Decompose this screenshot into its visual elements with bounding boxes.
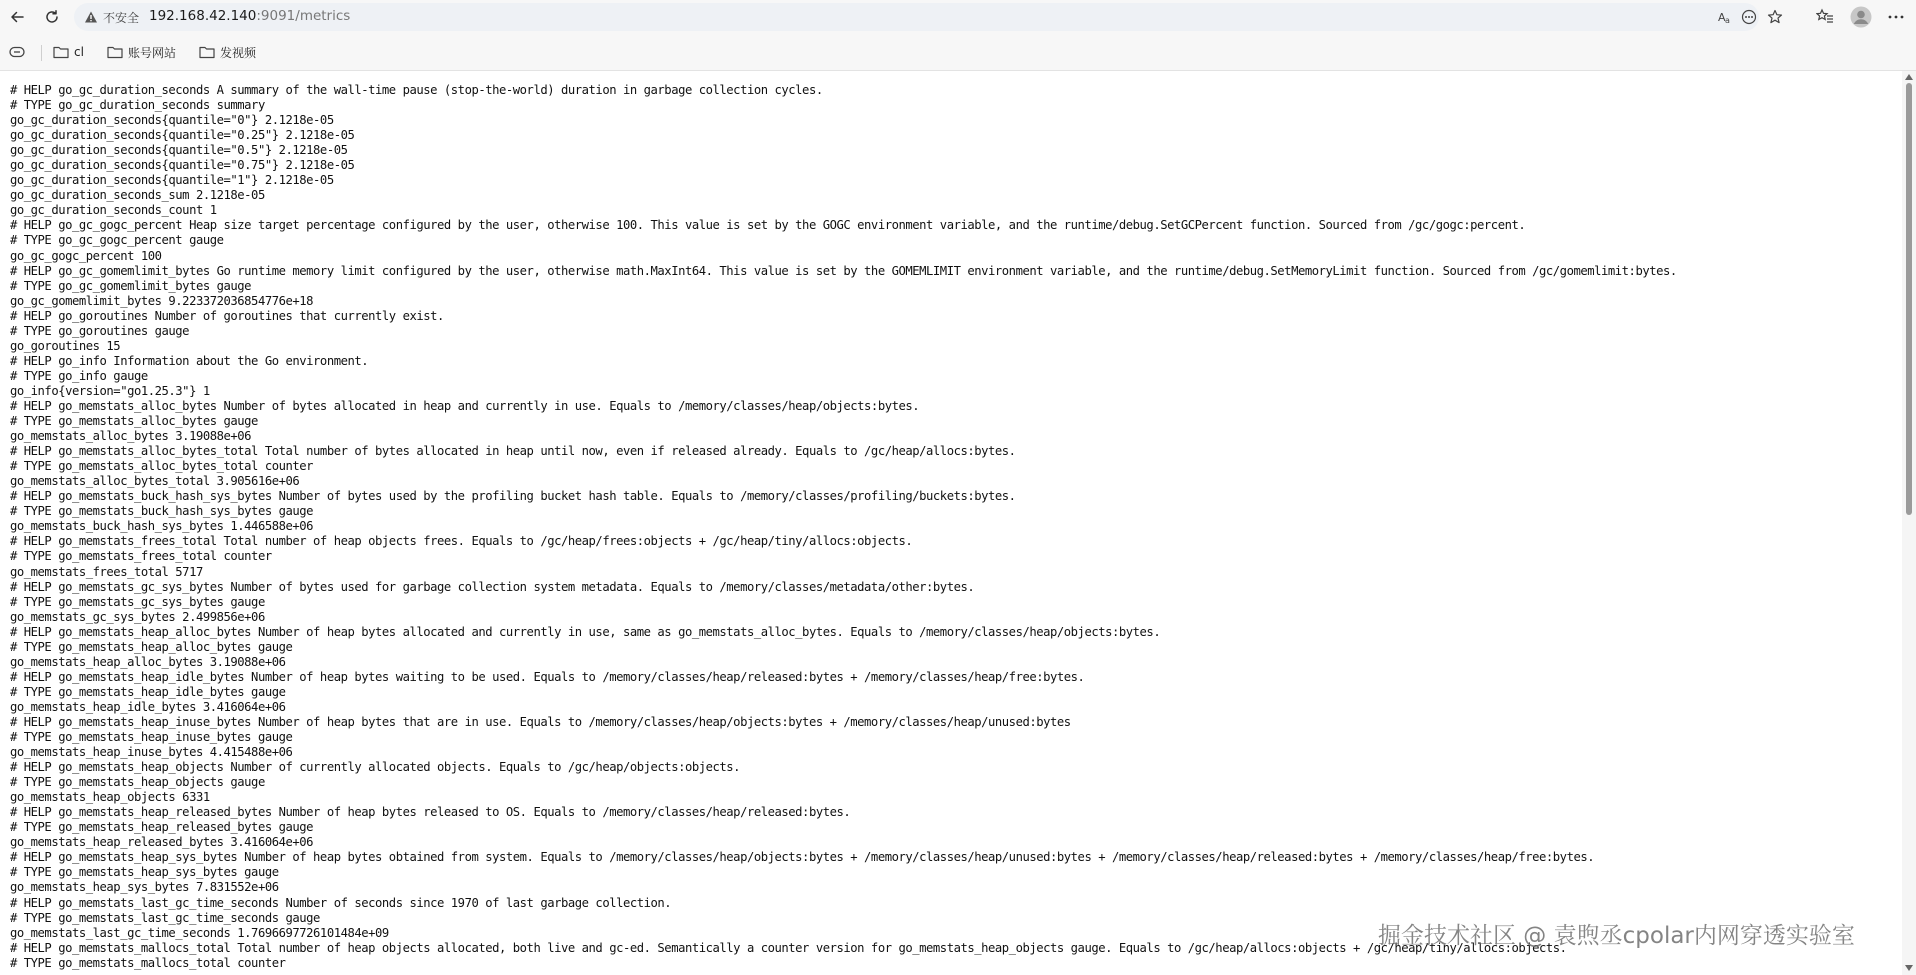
bookmarks-divider	[41, 45, 42, 61]
address-bar[interactable]	[74, 3, 1759, 31]
profile-avatar[interactable]	[1849, 5, 1873, 29]
vertical-scrollbar[interactable]	[1902, 71, 1916, 975]
reload-button[interactable]	[39, 5, 65, 29]
tab-actions-icon[interactable]	[9, 43, 30, 61]
folder-icon	[107, 45, 123, 59]
svg-text:A: A	[1718, 11, 1726, 24]
read-aloud-icon[interactable]	[1717, 8, 1735, 26]
bookmark-label: cl	[74, 45, 84, 59]
more-menu-icon[interactable]	[1884, 5, 1908, 29]
svg-text:a: a	[1725, 16, 1730, 25]
url-text[interactable]	[149, 8, 350, 24]
metrics-text: # HELP go_gc_duration_seconds A summary of the wall-time pause (stop-the-world) duration in garbage collection cycles. # TYPE go_gc_duration_seconds summary go_gc_duration_seconds{quantile="0"} 2.1218e-05 go_gc_duration_seconds{quantile="0.25"} 2.1218e-05 go_gc_duration_seconds{quantile="0.5"} 2.1218e-05 go_gc_duration_seconds{quantile="0.75"} 2.1218e-05 go_gc_duration_seconds{quantile="1"} 2.1218e-05 go_gc_duration_seconds_sum 2.1218e-05 go_gc_duration_seconds_count 1 # HELP go_gc_gogc_percent Heap size target percentage configured by the user, otherwise 100. This value is set by the GOGC environment variable, and the runtime/debug.SetGCPercent function. Sourced from /gc/gogc:percent. # TYPE go_gc_gogc_percent gauge go_gc_gogc_percent 100 # HELP go_gc_gomemlimit_bytes Go runtime memory limit configured by the user, otherwise math.MaxInt64. This value is set by the GOMEMLIMIT environment variable, and the runtime/debug.SetMemoryLimit function. Sourced from /gc/gomemlimit:bytes. # TYPE go_gc_gomemlimit_bytes gauge go_gc_gomemlimit_bytes 9.223372036854776e+18 # HELP go_goroutines Number of goroutines that currently exist. # TYPE go_goroutines gauge go_goroutines 15 # HELP go_info Information about the Go environment. # TYPE go_info gauge go_info{version="go1.25.3"} 1 # HELP go_memstats_alloc_bytes Number of bytes allocated in heap and currently in use. Equals to /memory/classes/heap/objects:bytes. # TYPE go_memstats_alloc_bytes gauge go_memstats_alloc_bytes 3.19088e+06 # HELP go_memstats_alloc_bytes_total Total number of bytes allocated in heap until now, even if released already. Equals to /gc/heap/allocs:bytes. # TYPE go_memstats_alloc_bytes_total counter go_memstats_alloc_bytes_total 3.905616e+06 # HELP go_memstats_buck_hash_sys_bytes Number of bytes used by the profiling bucket hash table. Equals to /memory/classes/profiling/buckets:bytes. # TYPE go_memstats_buck_hash_sys_bytes gauge go_memstats_buck_hash_sys_bytes 1.446588e+06 # HELP go_memstats_frees_total Total number of heap objects frees. Equals to /gc/heap/frees:objects + /gc/heap/tiny/allocs:objects. # TYPE go_memstats_frees_total counter go_memstats_frees_total 5717 # HELP go_memstats_gc_sys_bytes Number of bytes used for garbage collection system metadata. Equals to /memory/classes/metadata/other:bytes. # TYPE go_memstats_gc_sys_bytes gauge go_memstats_gc_sys_bytes 2.499856e+06 # HELP go_memstats_heap_alloc_bytes Number of heap bytes allocated and currently in use, same as go_memstats_alloc_bytes. Equals to /memory/classes/heap/objects:bytes. # TYPE go_memstats_heap_alloc_bytes gauge go_memstats_heap_alloc_bytes 3.19088e+06 # HELP go_memstats_heap_idle_bytes Number of heap bytes waiting to be used. Equals to /memory/classes/heap/released:bytes + /memory/classes/heap/free:bytes. # TYPE go_memstats_heap_idle_bytes gauge go_memstats_heap_idle_bytes 3.416064e+06 # HELP go_memstats_heap_inuse_bytes Number of heap bytes that are in use. Equals to /memory/classes/heap/objects:bytes + /memory/classes/heap/unused:bytes # TYPE go_memstats_heap_inuse_bytes gauge go_memstats_heap_inuse_bytes 4.415488e+06 # HELP go_memstats_heap_objects Number of currently allocated objects. Equals to /gc/heap/objects:objects. # TYPE go_memstats_heap_objects gauge go_memstats_heap_objects 6331 # HELP go_memstats_heap_released_bytes Number of heap bytes released to OS. Equals to /memory/classes/heap/released:bytes. # TYPE go_memstats_heap_released_bytes gauge go_memstats_heap_released_bytes 3.416064e+06 # HELP go_memstats_heap_sys_bytes Number of heap bytes obtained from system. Equals to /memory/classes/heap/objects:bytes + /memory/classes/heap/unused:bytes + /memory/classes/heap/released:bytes + /memory/classes/heap/free:bytes. # TYPE go_memstats_heap_sys_bytes gauge go_memstats_heap_sys_bytes 7.831552e+06 # HELP go_memstats_last_gc_time_seconds Number of seconds since 1970 of last garbage collection. # TYPE go_memstats_last_gc_time_seconds gauge go_memstats_last_gc_time_seconds 1.7696697726101484e+09 # HELP go_memstats_mallocs_total Total number of heap objects allocated, both live and gc-ed. Semantically a counter version for go_memstats_heap_objects gauge. Equals to /gc/heap/allocs:objects + /gc/heap/tiny/allocs:objects. # TYPE go_memstats_mallocs_total counter	[10, 83, 1677, 970]
url-host: 192.168.42.140	[149, 8, 257, 24]
url-path: :9091/metrics	[256, 8, 351, 24]
more-tools-icon[interactable]	[1740, 8, 1758, 26]
bookmark-folder-videos[interactable]	[199, 43, 256, 61]
bookmark-label: 账号网站	[128, 45, 177, 60]
browser-toolbar	[0, 0, 1916, 34]
page-content	[0, 71, 1902, 975]
scroll-up-arrow-icon[interactable]	[1905, 74, 1913, 80]
favorite-star-icon[interactable]	[1766, 8, 1784, 26]
security-label[interactable]: 不安全	[103, 11, 140, 25]
warning-icon[interactable]	[84, 9, 98, 28]
arrow-left-icon	[9, 9, 25, 25]
bookmark-folder-accounts[interactable]	[107, 43, 176, 61]
scroll-thumb[interactable]	[1906, 83, 1912, 515]
favorites-icon[interactable]	[1813, 5, 1837, 29]
back-button[interactable]	[4, 5, 30, 29]
bookmarks-bar	[0, 34, 1916, 71]
folder-icon	[53, 45, 69, 59]
bookmark-folder-cl[interactable]	[53, 43, 84, 61]
folder-icon	[199, 45, 215, 59]
bookmark-label: 发视频	[220, 45, 257, 60]
watermark: 掘金技术社区 @ 袁煦丞cpolar内网穿透实验室	[1378, 923, 1855, 949]
reload-icon	[44, 9, 60, 25]
scroll-down-arrow-icon[interactable]	[1905, 965, 1913, 971]
